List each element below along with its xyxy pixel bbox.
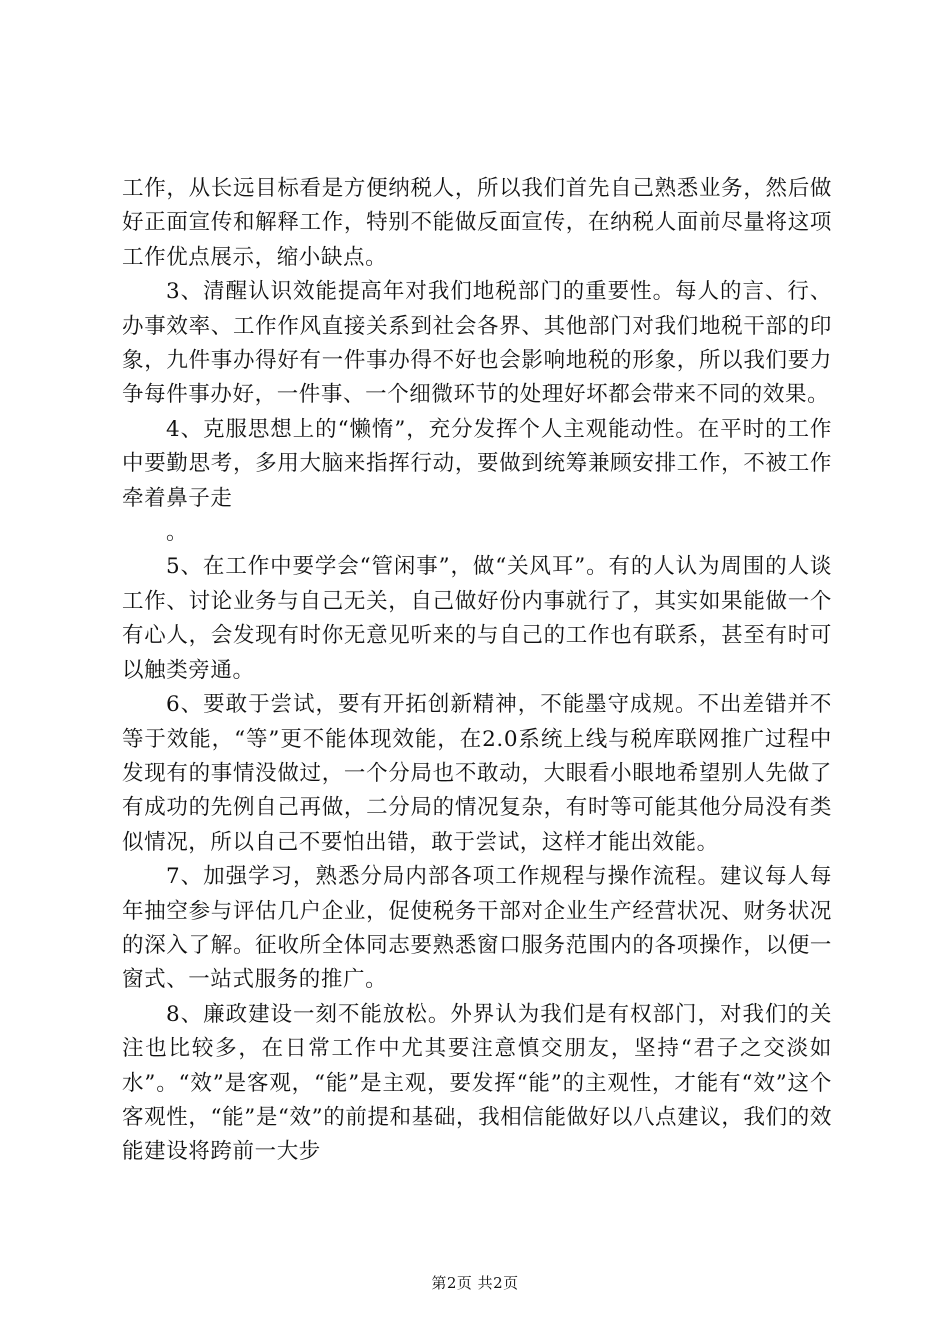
- stray-period: 。: [166, 520, 188, 546]
- paragraph-item-5: 5、在工作中要学会“管闲事”，做“关风耳”。有的人认为周围的人谈工作、讨论业务与自己无关，自己做好份内事就行了，其实如果能做一个有心人，会发现有时你无意见听来的与自己的工作也有联系，甚至有时可以触类旁通。: [122, 554, 832, 683]
- paragraph-item-6: 6、要敢于尝试，要有开拓创新精神，不能墨守成规。不出差错并不等于效能，“等”更不能体现效能，在2.0系统上线与税库联网推广过程中发现有的事情没做过，一个分局也不敢动，大眼看小眼地希望别人先做了有成功的先例自己再做，二分局的情况复杂，有时等可能其他分局没有类似情况，所以自己不要怕出错，敢于尝试，这样才能出效能。: [122, 692, 832, 855]
- paragraph-item-8: 8、廉政建设一刻不能放松。外界认为我们是有权部门，对我们的关注也比较多，在日常工作中尤其要注意慎交朋友，坚持“君子之交淡如水”。“效”是客观，“能”是主观，要发挥“能”的主观性，才能有“效”这个客观性，“能”是“效”的前提和基础，我相信能做好以八点建议，我们的效能建设将跨前一大步: [122, 1001, 832, 1165]
- paragraph-item-7: 7、加强学习，熟悉分局内部各项工作规程与操作流程。建议每人每年抽空参与评估几户企业，促使税务干部对企业生产经营状况、财务状况的深入了解。征收所全体同志要熟悉窗口服务范围内的各项操作，以便一窗式、一站式服务的推广。: [122, 864, 832, 993]
- document-body: [122, 172, 832, 1170]
- paragraph-continuation: 工作，从长远目标看是方便纳税人，所以我们首先自己熟悉业务，然后做好正面宣传和解释工作，特别不能做反面宣传，在纳税人面前尽量将这项工作优点展示，缩小缺点。: [122, 176, 832, 270]
- page-footer: 第2页 共2页: [431, 1274, 519, 1292]
- paragraph-item-4: 4、克服思想上的“懒惰”，充分发挥个人主观能动性。在平时的工作中要勤思考，多用大脑来指挥行动，要做到统筹兼顾安排工作，不被工作牵着鼻子走: [122, 416, 832, 511]
- paragraph-item-3: 3、清醒认识效能提高年对我们地税部门的重要性。每人的言、行、办事效率、工作作风直接关系到社会各界、其他部门对我们地税干部的印象，九件事办得好有一件事办得不好也会影响地税的形象，所以我们要力争每件事办好，一件事、一个细微环节的处理好坏都会带来不同的效果。: [122, 279, 832, 408]
